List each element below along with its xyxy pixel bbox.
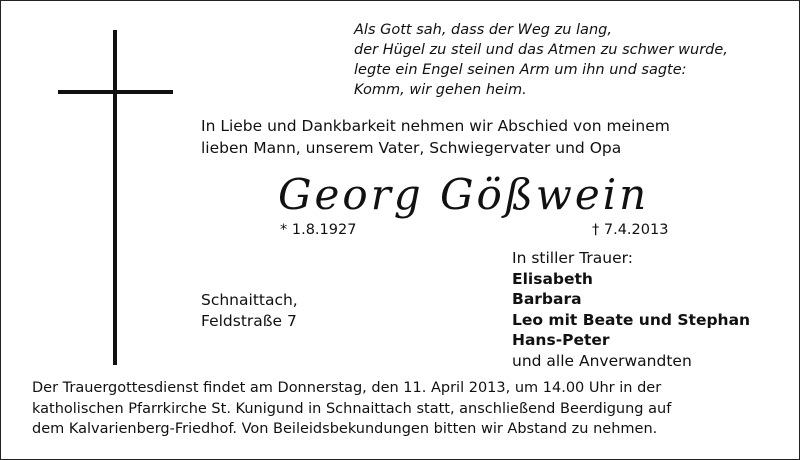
footer-line: dem Kalvarienberg-Friedhof. Von Beileidsbekundungen bitten wir Abstand zu nehmen.: [32, 421, 658, 437]
footer-line: Der Trauergottesdienst findet am Donnerstag, den 11. April 2013, um 14.00 Uhr in der: [32, 380, 662, 396]
poem-line: legte ein Engel seinen Arm um ihn und sagte:: [354, 62, 687, 78]
death-date: † 7.4.2013: [592, 222, 669, 238]
mourner-name: Hans-Peter: [512, 331, 610, 349]
family-address: [201, 290, 298, 332]
poem-line: Als Gott sah, dass der Weg zu lang,: [354, 22, 612, 38]
mourners-closing: und alle Anverwandten: [512, 351, 692, 370]
poem-line: Komm, wir gehen heim.: [354, 82, 527, 98]
mourner-name: Leo mit Beate und Stephan: [512, 310, 751, 329]
birth-date: * 1.8.1927: [280, 222, 357, 238]
address-street: Feldstraße 7: [201, 312, 297, 330]
mourners-list: [512, 248, 750, 371]
cross-vertical-beam: [113, 30, 117, 365]
mourner-name: Barbara: [512, 290, 582, 308]
cross-horizontal-beam: [58, 90, 173, 94]
intro-line: In Liebe und Dankbarkeit nehmen wir Abschied von meinem: [201, 117, 670, 135]
poem-line: der Hügel zu steil und das Atmen zu schwer wurde,: [354, 42, 728, 58]
deceased-name: Georg Gößwein: [278, 170, 650, 219]
mourner-name: Elisabeth: [512, 269, 593, 288]
poem: [354, 20, 794, 100]
intro-line: lieben Mann, unserem Vater, Schwiegervater und Opa: [201, 139, 622, 157]
intro-text: [201, 115, 761, 159]
footer-line: katholischen Pfarrkirche St. Kunigund in Schnaittach statt, anschließend Beerdigung auf: [32, 400, 672, 417]
funeral-notice: [32, 378, 777, 440]
mourners-heading: In stiller Trauer:: [512, 249, 633, 267]
address-town: Schnaittach,: [201, 291, 298, 309]
